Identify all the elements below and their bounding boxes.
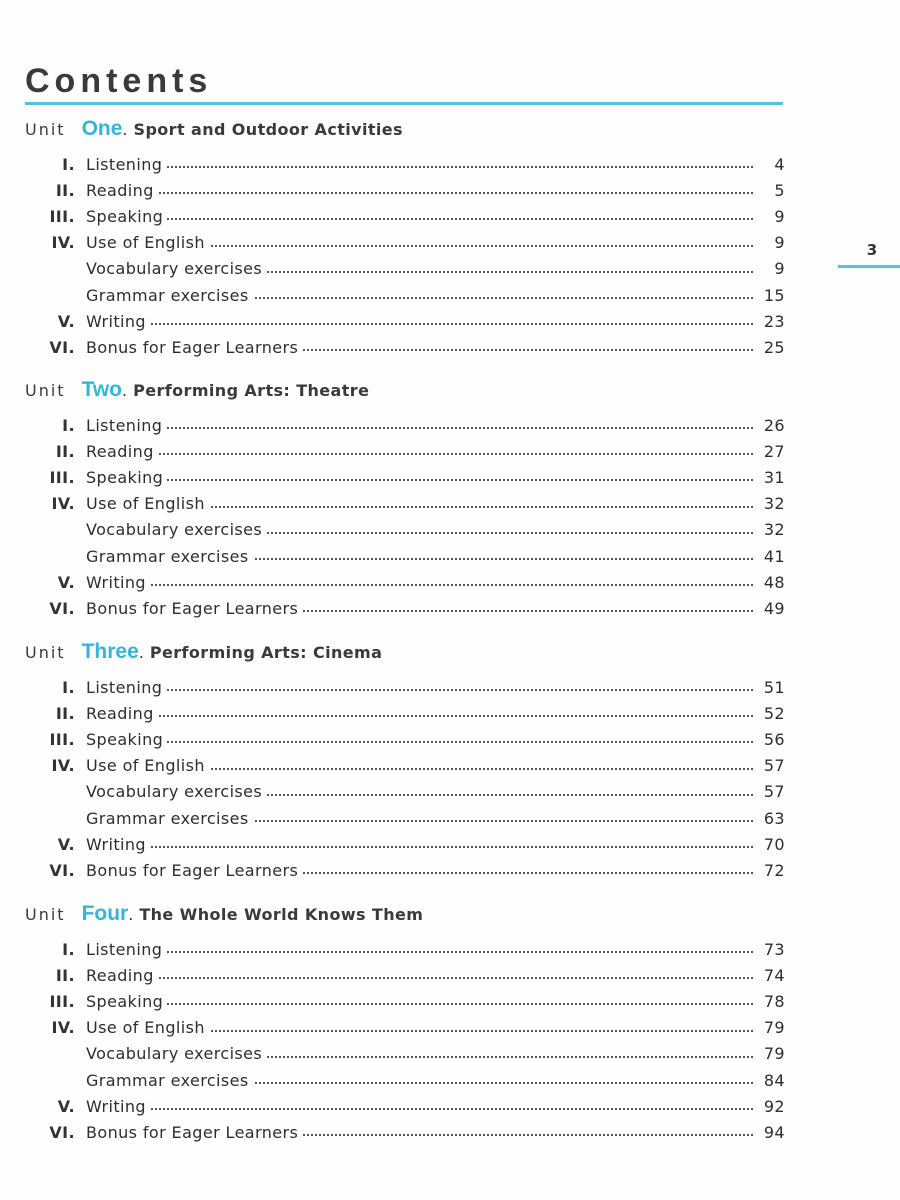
toc-page-number: 25 (755, 338, 785, 357)
unit-word: Unit (25, 120, 66, 139)
section-numeral: VI. (49, 1122, 75, 1142)
section-numeral: II. (55, 965, 75, 985)
toc-entry[interactable] (25, 517, 785, 543)
unit-title: Performing Arts: Theatre (133, 381, 370, 400)
toc-entry-label: Writing (86, 573, 150, 592)
toc-entry-label: Speaking (86, 730, 167, 749)
toc-entry[interactable] (25, 151, 785, 177)
toc-entry[interactable] (25, 1119, 785, 1145)
section-numeral: III. (49, 467, 75, 487)
toc-entry[interactable] (25, 256, 785, 282)
toc-entry[interactable] (25, 569, 785, 595)
section-numeral: III. (49, 991, 75, 1011)
section-numeral: II. (55, 441, 75, 461)
toc-page-number: 49 (755, 599, 785, 618)
section-numeral: I. (62, 677, 75, 697)
unit-number-dot: . (138, 643, 144, 662)
toc-entry-label: Use of English (86, 756, 209, 775)
dot-leader (86, 479, 757, 481)
section-numeral: IV. (51, 1018, 75, 1038)
toc-page-number: 15 (755, 286, 785, 305)
toc-entry-label: Use of English (86, 1018, 209, 1037)
toc-page-number: 57 (755, 782, 785, 801)
dot-leader (86, 977, 757, 979)
toc-entry[interactable] (25, 282, 785, 308)
toc-page-number: 74 (755, 966, 785, 985)
toc-entry-label: Bonus for Eager Learners (86, 599, 302, 618)
toc-entry[interactable] (25, 805, 785, 831)
toc-entry-label: Speaking (86, 468, 167, 487)
unit-header (25, 378, 785, 412)
toc-entry-label: Listening (86, 155, 166, 174)
toc-entry[interactable] (25, 936, 785, 962)
toc-page-number: 4 (755, 155, 785, 174)
unit-title: Performing Arts: Cinema (149, 643, 383, 662)
toc-entry-label: Grammar exercises (86, 809, 253, 828)
toc-entry[interactable] (25, 491, 785, 517)
toc-entry-label: Reading (86, 181, 158, 200)
page-number-rule (838, 265, 900, 268)
toc-entry[interactable] (25, 857, 785, 883)
toc-entry-label: Grammar exercises (86, 286, 253, 305)
unit-number: One (81, 117, 123, 140)
section-numeral: III. (49, 729, 75, 749)
dot-leader (86, 584, 757, 586)
toc-page-number: 78 (755, 992, 785, 1011)
unit-number: Four (81, 902, 129, 925)
toc-entry-label: Reading (86, 966, 158, 985)
section-numeral: V. (57, 311, 75, 331)
section-numeral: I. (62, 939, 75, 959)
unit-header (25, 640, 785, 674)
toc-page-number: 84 (755, 1071, 785, 1090)
section-numeral: VI. (49, 337, 75, 357)
toc-entry[interactable] (25, 177, 785, 203)
dot-leader (86, 323, 757, 325)
dot-leader (86, 1108, 757, 1110)
unit-header (25, 117, 785, 151)
dot-leader (86, 1003, 757, 1005)
section-numeral: II. (55, 703, 75, 723)
toc-entry[interactable] (25, 753, 785, 779)
dot-leader (86, 951, 757, 953)
toc-entry[interactable] (25, 726, 785, 752)
dot-leader (86, 427, 757, 429)
section-numeral: IV. (51, 233, 75, 253)
toc-page-number: 48 (755, 573, 785, 592)
toc-entry[interactable] (25, 334, 785, 360)
unit-header (25, 902, 785, 936)
toc-entry-label: Vocabulary exercises (86, 259, 266, 278)
toc-entry[interactable] (25, 700, 785, 726)
toc-entry-label: Bonus for Eager Learners (86, 861, 302, 880)
toc-entry-label: Use of English (86, 494, 209, 513)
toc-page-number: 9 (755, 233, 785, 252)
section-numeral: IV. (51, 756, 75, 776)
toc-page-number: 31 (755, 468, 785, 487)
unit-section (25, 902, 785, 1146)
unit-number: Three (81, 640, 139, 663)
toc-page-number: 92 (755, 1097, 785, 1116)
toc-entry[interactable] (25, 831, 785, 857)
toc-entry[interactable] (25, 464, 785, 490)
dot-leader (86, 715, 757, 717)
toc-page-number: 56 (755, 730, 785, 749)
toc-entry-label: Bonus for Eager Learners (86, 1123, 302, 1142)
toc-entry[interactable] (25, 1093, 785, 1119)
toc-page-number: 79 (755, 1044, 785, 1063)
section-numeral: III. (49, 206, 75, 226)
title-rule (25, 102, 783, 105)
toc-entry-label: Speaking (86, 207, 167, 226)
toc-page-number: 27 (755, 442, 785, 461)
toc-entry[interactable] (25, 230, 785, 256)
toc-page-number: 5 (755, 181, 785, 200)
toc-entry[interactable] (25, 674, 785, 700)
toc-page-number: 73 (755, 940, 785, 959)
toc-page-number: 52 (755, 704, 785, 723)
toc-entry-label: Vocabulary exercises (86, 1044, 266, 1063)
toc-page-number: 70 (755, 835, 785, 854)
section-numeral: VI. (49, 860, 75, 880)
toc-entry[interactable] (25, 438, 785, 464)
toc-page-number: 94 (755, 1123, 785, 1142)
toc-entry[interactable] (25, 988, 785, 1014)
unit-word: Unit (25, 643, 66, 662)
toc-entry[interactable] (25, 1015, 785, 1041)
toc-entry[interactable] (25, 779, 785, 805)
toc-entry-label: Listening (86, 678, 166, 697)
toc-entry-label: Listening (86, 416, 166, 435)
toc-page-number: 72 (755, 861, 785, 880)
toc-entry-label: Writing (86, 835, 150, 854)
toc-page-number: 41 (755, 547, 785, 566)
unit-title: Sport and Outdoor Activities (133, 120, 403, 139)
unit-word: Unit (25, 905, 66, 924)
toc-page-number: 32 (755, 520, 785, 539)
toc-entry[interactable] (25, 962, 785, 988)
unit-section (25, 117, 785, 361)
unit-section (25, 378, 785, 622)
toc-page-number: 51 (755, 678, 785, 697)
toc-entry[interactable] (25, 308, 785, 334)
dot-leader (86, 218, 757, 220)
toc-entry-label: Vocabulary exercises (86, 520, 266, 539)
toc-entry-label: Reading (86, 442, 158, 461)
section-numeral: V. (57, 1096, 75, 1116)
toc-page-number: 57 (755, 756, 785, 775)
toc-entry-label: Speaking (86, 992, 167, 1011)
toc-entry-label: Use of English (86, 233, 209, 252)
unit-title: The Whole World Knows Them (139, 905, 424, 924)
unit-number-dot: . (122, 381, 128, 400)
toc-entry-label: Listening (86, 940, 166, 959)
toc-page-number: 26 (755, 416, 785, 435)
section-numeral: II. (55, 180, 75, 200)
dot-leader (86, 166, 757, 168)
toc-entry[interactable] (25, 595, 785, 621)
toc-entry-label: Bonus for Eager Learners (86, 338, 302, 357)
page-title: Contents (25, 62, 213, 100)
toc-page-number: 9 (755, 259, 785, 278)
dot-leader (86, 846, 757, 848)
unit-number-dot: . (122, 120, 128, 139)
toc-entry-label: Vocabulary exercises (86, 782, 266, 801)
toc-entry-label: Writing (86, 1097, 150, 1116)
section-numeral: V. (57, 834, 75, 854)
toc-page-number: 63 (755, 809, 785, 828)
toc-page-number: 9 (755, 207, 785, 226)
dot-leader (86, 741, 757, 743)
dot-leader (86, 192, 757, 194)
unit-section (25, 640, 785, 884)
section-numeral: I. (62, 154, 75, 174)
toc-entry-label: Reading (86, 704, 158, 723)
toc-entry[interactable] (25, 1067, 785, 1093)
toc-entry-label: Grammar exercises (86, 1071, 253, 1090)
page-number: 3 (866, 241, 878, 259)
toc-page-number: 32 (755, 494, 785, 513)
unit-number: Two (81, 378, 123, 401)
toc-entry[interactable] (25, 203, 785, 229)
unit-number-dot: . (128, 905, 134, 924)
section-numeral: I. (62, 415, 75, 435)
section-numeral: IV. (51, 494, 75, 514)
toc-page-number: 79 (755, 1018, 785, 1037)
dot-leader (86, 689, 757, 691)
toc-entry[interactable] (25, 1041, 785, 1067)
toc-entry[interactable] (25, 543, 785, 569)
toc-entry-label: Writing (86, 312, 150, 331)
toc-entry[interactable] (25, 412, 785, 438)
toc-page-number: 23 (755, 312, 785, 331)
section-numeral: V. (57, 572, 75, 592)
toc-entry-label: Grammar exercises (86, 547, 253, 566)
section-numeral: VI. (49, 598, 75, 618)
unit-word: Unit (25, 381, 66, 400)
dot-leader (86, 453, 757, 455)
